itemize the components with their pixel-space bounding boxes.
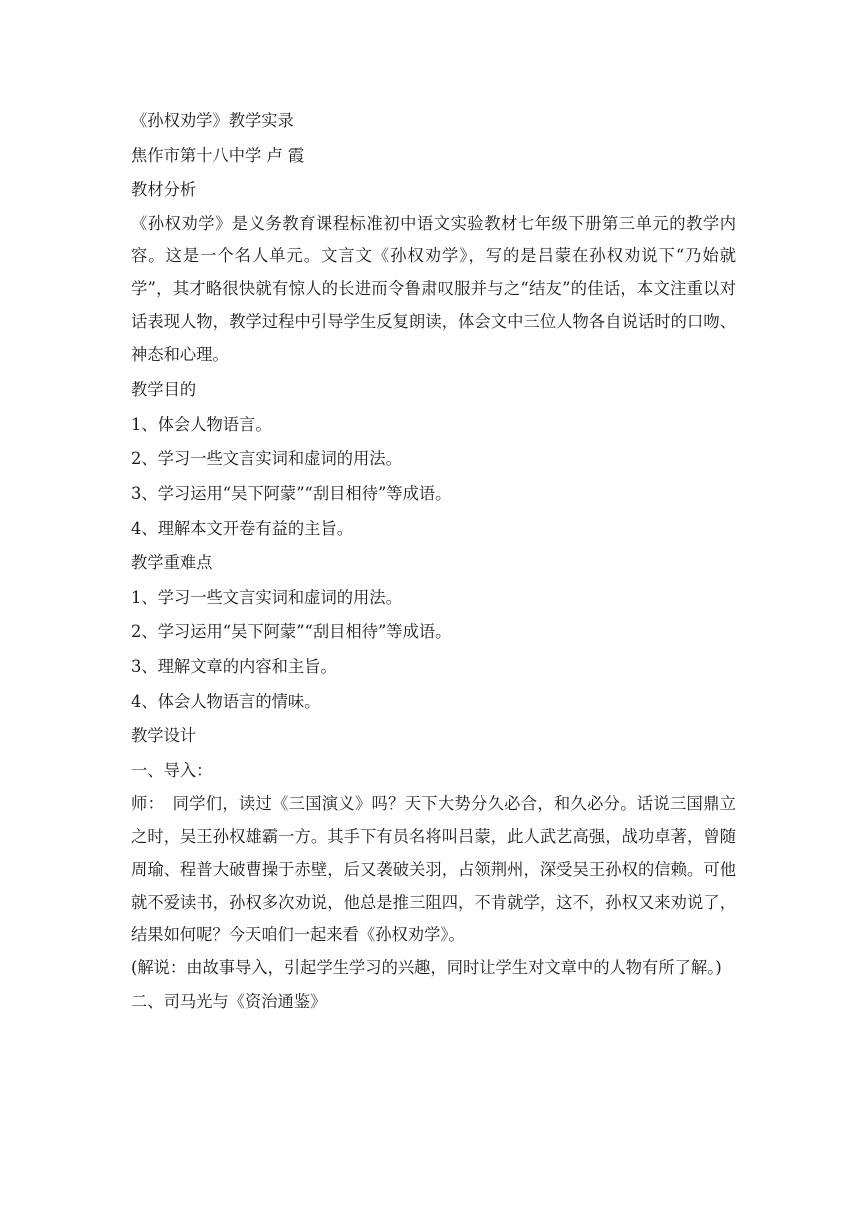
goal-item: 3、学习运用“吴下阿蒙”“刮目相待”等成语。 <box>131 484 452 504</box>
document-title: 《孙权劝学》教学实录 <box>131 111 294 130</box>
key-point-item: 2、学习运用“吴下阿蒙”“刮目相待”等成语。 <box>131 622 452 642</box>
document-page <box>131 104 736 1019</box>
key-point-item: 3、理解文章的内容和主旨。 <box>131 657 337 677</box>
analysis-heading: 教材分析 <box>131 180 197 200</box>
goal-item: 2、学习一些文言实词和虚词的用法。 <box>131 449 402 469</box>
analysis-paragraph: 《孙权劝学》是义务教育课程标准初中语文实验教材七年级下册第三单元的教学内容。这是一个名人单元。文言文《孙权劝学》，写的是吕蒙在孙权劝说下“乃始就学”，其才略很快就有惊人的长进而令鲁肃叹服并与之“结友”的佳话，本文注重以对话表现人物，教学过程中引导学生反复朗读，体会文中三位人物各自说话时的口吻、神态和心理。 <box>131 213 736 364</box>
author-line: 焦作市第十八中学 卢 霞 <box>131 145 305 165</box>
key-point-item: 4、体会人物语言的情味。 <box>131 691 321 711</box>
key-points-heading: 教学重难点 <box>131 553 213 573</box>
design-heading: 教学设计 <box>131 726 197 746</box>
intro-heading: 一、导入： <box>131 760 213 780</box>
goal-item: 4、理解本文开卷有益的主旨。 <box>131 518 354 538</box>
key-point-item: 1、学习一些文言实词和虚词的用法。 <box>131 587 402 607</box>
intro-paragraph: 师： 同学们，读过《三国演义》吗？天下大势分久必合，和久必分。话说三国鼎立之时，吴王孙权雄霸一方。其手下有员名将叫吕蒙，此人武艺高强，战功卓著，曾随周瑜、程普大破曹操于赤壁，后又袭破关羽，占领荆州，深受吴王孙权的信赖。可他就不爱读书，孙权多次劝说，他总是推三阻四，不肯就学，这不，孙权又来劝说了，结果如何呢？今天咱们一起来看《孙权劝学》。 <box>131 794 736 945</box>
goals-heading: 教学目的 <box>131 380 197 400</box>
part2-heading: 二、司马光与《资治通鉴》 <box>131 991 327 1011</box>
goal-item: 1、体会人物语言。 <box>131 414 272 434</box>
intro-note: (解说：由故事导入，引起学生学习的兴趣，同时让学生对文章中的人物有所了解。) <box>131 957 722 977</box>
